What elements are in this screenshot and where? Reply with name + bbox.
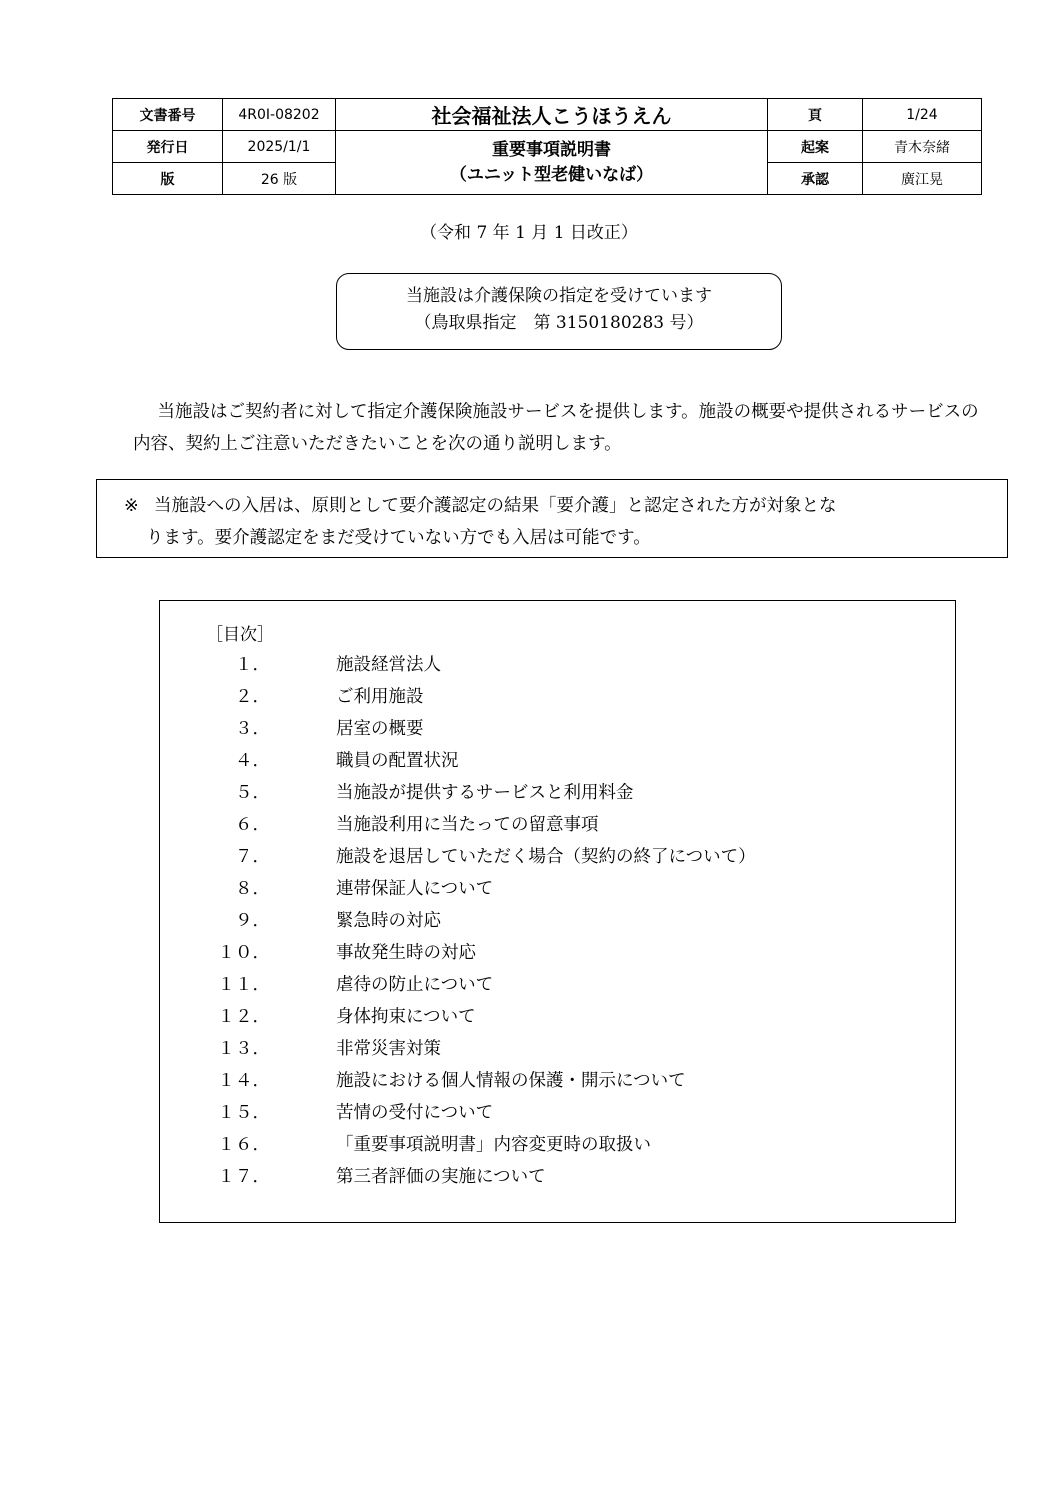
version-label: 版: [113, 163, 223, 195]
toc-item-number: １３．: [217, 1039, 270, 1059]
toc-item: [160, 841, 955, 873]
document-title-line2: （ユニット型老健いなば）: [449, 164, 654, 185]
toc-item-label: 施設を退居していただく場合（契約の終了について）: [336, 847, 756, 867]
toc-item-label: 居室の概要: [336, 719, 424, 739]
toc-item-number: １１．: [217, 975, 270, 995]
toc-item-label: 施設における個人情報の保護・開示について: [336, 1071, 686, 1091]
reference-mark: ※: [124, 496, 139, 516]
drafter-name: 青木奈緒: [863, 131, 982, 163]
toc-item: [160, 1129, 955, 1161]
toc-item-label: 当施設が提供するサービスと利用料金: [336, 783, 634, 803]
approver-name: 廣江晃: [863, 163, 982, 195]
drafter-label: 起案: [768, 131, 863, 163]
document-header-table: [112, 98, 982, 195]
version-value: 26 版: [223, 163, 336, 195]
toc-item: [160, 745, 955, 777]
toc-item-number: ７．: [235, 847, 270, 867]
doc-number-label: 文書番号: [113, 99, 223, 131]
toc-item-label: 第三者評価の実施について: [336, 1167, 546, 1187]
toc-item-number: １４．: [217, 1071, 270, 1091]
notice-box: [96, 479, 1008, 558]
organization-name: 社会福祉法人こうほうえん: [336, 99, 768, 131]
toc-item-number: ２．: [235, 687, 270, 707]
toc-item-number: １７．: [217, 1167, 270, 1187]
toc-item: [160, 681, 955, 713]
toc-item-number: ９．: [235, 911, 270, 931]
intro-paragraph: 当施設はご契約者に対して指定介護保険施設サービスを提供します。施設の概要や提供されるサービスの内容、契約上ご注意いただきたいことを次の通り説明します。: [133, 402, 979, 454]
toc-heading: ［目次］: [206, 625, 274, 645]
toc-item-number: ４．: [235, 751, 270, 771]
toc-item-number: １．: [235, 655, 270, 675]
toc-list: [160, 649, 955, 1193]
toc-item-number: ８．: [235, 879, 270, 899]
toc-item: [160, 809, 955, 841]
toc-item: [160, 873, 955, 905]
toc-item-number: １５．: [217, 1103, 270, 1123]
designation-line2: （鳥取県指定 第 3150180283 号）: [414, 313, 704, 333]
notice-text-line2: ります。要介護認定をまだ受けていない方でも入居は可能です。: [146, 528, 651, 548]
toc-item-label: 苦情の受付について: [336, 1103, 494, 1123]
revision-date: （令和 7 年 1 月 1 日改正）: [420, 223, 638, 243]
issue-date-label: 発行日: [113, 131, 223, 163]
toc-item-label: 身体拘束について: [336, 1007, 476, 1027]
toc-item-label: 「重要事項説明書」内容変更時の取扱い: [336, 1135, 651, 1155]
doc-number: 4R0I-08202: [223, 99, 336, 131]
toc-item-label: 非常災害対策: [336, 1039, 441, 1059]
notice-text-line1: 当施設への入居は、原則として要介護認定の結果「要介護」と認定された方が対象とな: [154, 496, 837, 516]
toc-item: [160, 713, 955, 745]
toc-item-label: 緊急時の対応: [336, 911, 441, 931]
toc-item: [160, 1001, 955, 1033]
issue-date: 2025/1/1: [223, 131, 336, 163]
page-label: 頁: [768, 99, 863, 131]
toc-item-number: ３．: [235, 719, 270, 739]
toc-item: [160, 1097, 955, 1129]
toc-item-label: 当施設利用に当たっての留意事項: [336, 815, 599, 835]
designation-line1: 当施設は介護保険の指定を受けています: [406, 286, 712, 306]
toc-item-label: 職員の配置状況: [336, 751, 459, 771]
toc-item: [160, 969, 955, 1001]
toc-item-label: 虐待の防止について: [336, 975, 494, 995]
toc-item-number: １２．: [217, 1007, 270, 1027]
toc-item: [160, 937, 955, 969]
toc-item: [160, 1033, 955, 1065]
document-title: [336, 131, 768, 195]
toc-item-number: １６．: [217, 1135, 270, 1155]
page-value: 1/24: [863, 99, 982, 131]
toc-item-label: 連帯保証人について: [336, 879, 494, 899]
toc-item: [160, 1161, 955, 1193]
toc-item: [160, 905, 955, 937]
toc-item: [160, 649, 955, 681]
toc-item-number: １０．: [217, 943, 270, 963]
document-title-line1: 重要事項説明書: [492, 139, 611, 160]
notice-line1: [124, 490, 997, 522]
toc-item-number: ６．: [235, 815, 270, 835]
toc-item-label: 施設経営法人: [336, 655, 441, 675]
approver-label: 承認: [768, 163, 863, 195]
toc-item-label: 事故発生時の対応: [336, 943, 476, 963]
toc-item: [160, 777, 955, 809]
toc-item-number: ５．: [235, 783, 270, 803]
toc-item: [160, 1065, 955, 1097]
designation-box: [336, 273, 782, 350]
table-of-contents: [159, 600, 956, 1223]
toc-item-label: ご利用施設: [336, 687, 424, 707]
